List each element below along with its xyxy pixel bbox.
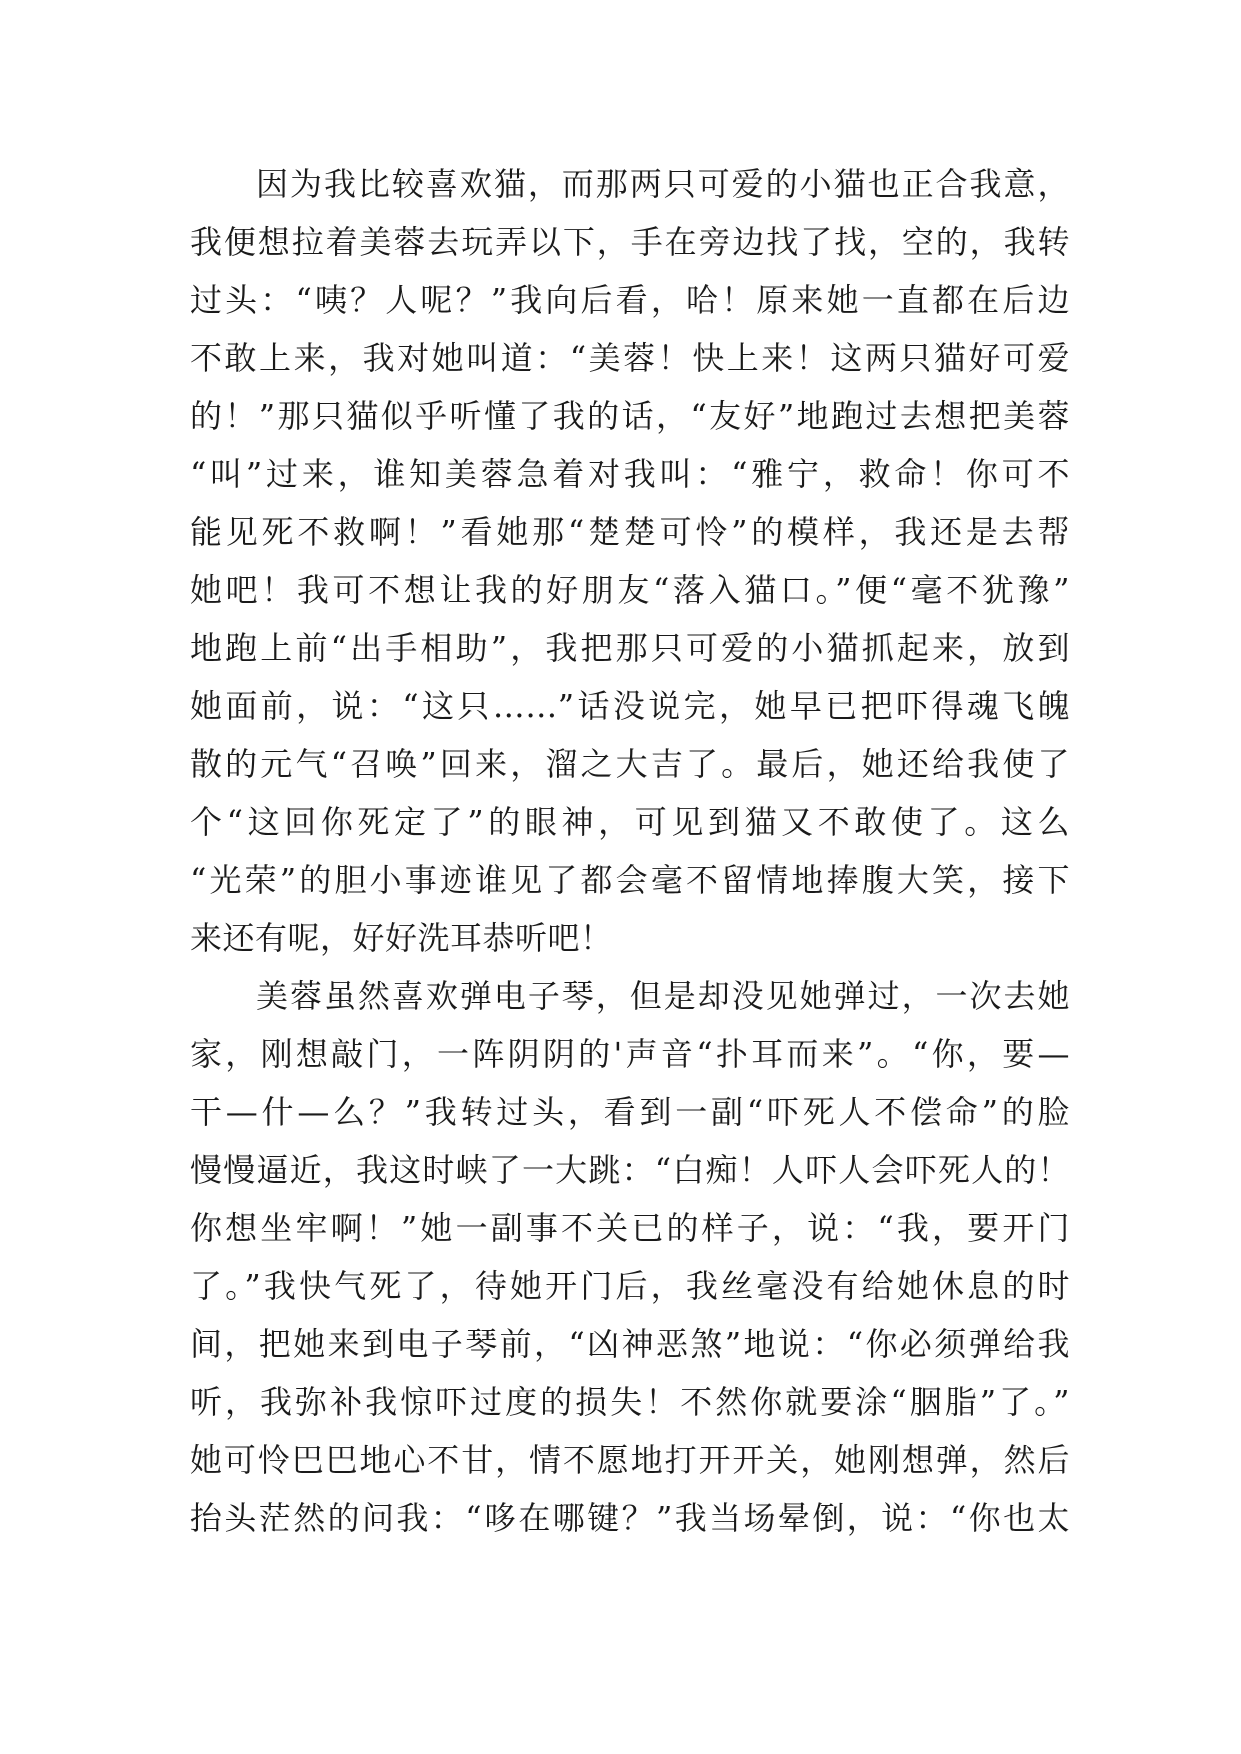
- paragraph-1-line-10: 她面前，说：“这只……”话没说完，她早已把吓得魂飞魄: [190, 687, 1070, 725]
- paragraph-1-line-13: “光荣”的胆小事迹谁见了都会毫不留情地捧腹大笑，接下: [190, 861, 1070, 899]
- paragraph-1-line-2: 我便想拉着美蓉去玩弄以下，手在旁边找了找，空的，我转: [190, 223, 1070, 261]
- paragraph-1-line-9: 地跑上前“出手相助”，我把那只可爱的小猫抓起来，放到: [190, 629, 1070, 667]
- paragraph-2-line-2: 家，刚想敲门，一阵阴阴的'声音“扑耳而来”。“你，要—: [190, 1035, 1070, 1073]
- paragraph-2-line-9: 她可怜巴巴地心不甘，情不愿地打开开关，她刚想弹，然后: [190, 1441, 1070, 1479]
- paragraph-1-line-5: 的！”那只猫似乎听懂了我的话，“友好”地跑过去想把美蓉: [190, 397, 1070, 435]
- paragraph-2-line-3: 干—什—么？”我转过头，看到一副“吓死人不偿命”的脸: [190, 1093, 1070, 1131]
- paragraph-1-line-4: 不敢上来，我对她叫道：“美蓉！快上来！这两只猫好可爱: [190, 339, 1070, 377]
- paragraph-2-line-4: 慢慢逼近，我这时峡了一大跳：“白痴！人吓人会吓死人的！: [190, 1151, 1070, 1189]
- paragraph-2-line-1: 美蓉虽然喜欢弹电子琴，但是却没见她弹过，一次去她: [256, 977, 1070, 1015]
- paragraph-2-line-5: 你想坐牢啊！”她一副事不关已的样子，说：“我，要开门: [190, 1209, 1070, 1247]
- paragraph-2-line-8: 听，我弥补我惊吓过度的损失！不然你就要涂“胭脂”了。”: [190, 1383, 1070, 1421]
- paragraph-1-line-6: “叫”过来，谁知美蓉急着对我叫：“雅宁，救命！你可不: [190, 455, 1070, 493]
- paragraph-1-line-3: 过头：“咦？人呢？”我向后看，哈！原来她一直都在后边: [190, 281, 1070, 319]
- paragraph-1-line-11: 散的元气“召唤”回来，溜之大吉了。最后，她还给我使了: [190, 745, 1070, 783]
- paragraph-2-line-10: 抬头茫然的问我：“哆在哪键？”我当场晕倒，说：“你也太: [190, 1499, 1070, 1537]
- paragraph-2-line-6: 了。”我快气死了，待她开门后，我丝毫没有给她休息的时: [190, 1267, 1070, 1305]
- paragraph-1-line-7: 能见死不救啊！”看她那“楚楚可怜”的模样，我还是去帮: [190, 513, 1070, 551]
- paragraph-2-line-7: 间，把她来到电子琴前，“凶神恶煞”地说：“你必须弹给我: [190, 1325, 1070, 1363]
- paragraph-1-line-8: 她吧！我可不想让我的好朋友“落入猫口。”便“毫不犹豫”: [190, 571, 1070, 609]
- paragraph-1-line-12: 个“这回你死定了”的眼神，可见到猫又不敢使了。这么: [190, 803, 1070, 841]
- body-text: [190, 155, 1070, 1547]
- paragraph-1-line-14: 来还有呢，好好洗耳恭听吧！: [190, 919, 613, 957]
- paragraph-1-line-1: 因为我比较喜欢猫，而那两只可爱的小猫也正合我意，: [256, 165, 1070, 203]
